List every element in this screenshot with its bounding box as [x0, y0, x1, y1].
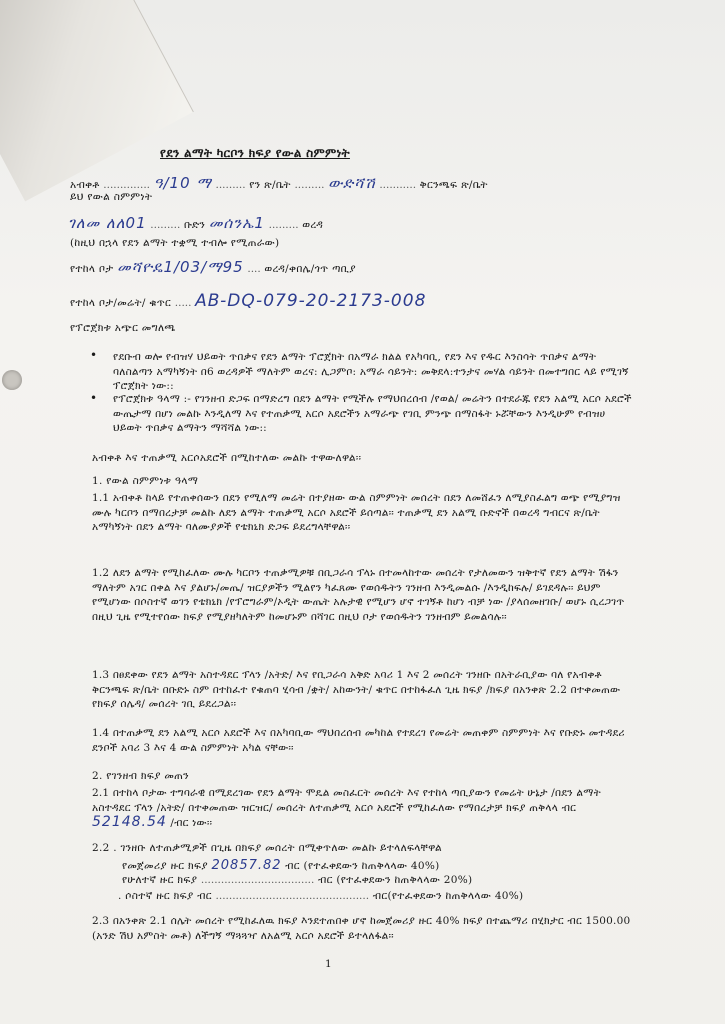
- bullet-1: የደቡብ ወሎ የብዝሃ ህይወት ጥበቃና የደን ልማት ፕሮጀክት በአማራ ክልል የአካባቢ, የደን እና የዱር እንስሳት ጥበቃና ልማት ባለስልጣን አማካኝነት በ6 ወረዳዎች ማለትም ወረና: ሊጋምቦ: አማራ ሳይንት: መቅደላ:ተንታና መሃል ሳይንት በመተግበር ላይ የሚገኝ ፕሮጀክት ነው::: [113, 351, 629, 392]
- label-office: የን ጽ/ቤት: [249, 179, 291, 191]
- label-woreda: ወረዳ: [302, 219, 324, 231]
- page-curl: [0, 0, 194, 201]
- row-group: ገለመ ለለ01 ......... ቡድን መሰንኤ1 ......... ወረዳ: [68, 214, 324, 232]
- bullet-dot: •: [90, 391, 98, 405]
- row-project-summary: የፕሮጀክቱ አጭር መግለጫ: [70, 322, 176, 334]
- bullet-2: የፕሮጀክቱ ዓላማ :- የገንዘብ ድጋፍ በማድረግ በደን ልማት የሚችሉ የማህበረሰብ /የወል/ መሬትን በተደራጁ የደን አልሚ አርሶ አደሮች ውጤታማ በሆነ መልኩ እንዲለማ እና የተጠቃሚ አርሶ አደሮችን አማራጭ የገቢ ምንጭ በማስፋት ኑሯቸውን እንዲሁም የብዝሀ ህይወት ጥበቃና ልማትን ማሻሻል ነው::: [113, 393, 632, 434]
- page-number: 1: [325, 958, 332, 970]
- row-implementer: አብቀቶ .............. ዓ/10 ማ ......... የን ጽ/ቤት ......... ውድሻሽ ........... ቅርንጫፍ ጽ/ቤት: [70, 174, 488, 192]
- label-site-detail: ወረዳ/ቀበሌ/ጎጥ ጣቢያ: [264, 263, 356, 275]
- label-group: ቡድን: [183, 219, 206, 231]
- handwritten-plot-number: AB-DQ-079-20-2173-008: [195, 291, 427, 311]
- payment-round-1: [122, 858, 440, 873]
- round-2-label: የሁለተኛ ዙር ክፍያ: [122, 874, 198, 886]
- para-2-1: [92, 786, 632, 831]
- row-plot-number: የተከላ ቦታ/መሬት/ ቁጥር ..... AB-DQ-079-20-2173-008: [70, 291, 427, 311]
- para-2-2-lead: 2.2 . ገንዘቡ ለተጠቃሚዎች በጊዜ በክፍያ መሰረት በሚቀጥለው መልኩ ይተላለፍላቸዋል: [92, 842, 442, 854]
- document-title: የደን ልማት ካርቦን ክፍያ የውል ስምምነት: [160, 146, 350, 160]
- row-planting-site: የተከላ ቦታ መሻዮዴ1/03/ማ95 .... ወረዳ/ቀበሌ/ጎጥ ጣቢያ: [70, 258, 356, 276]
- section-1-title: 1. የውል ስምምነቱ ዓላማ: [92, 475, 199, 487]
- handwritten-zone: ዓ/10 ማ: [153, 174, 212, 192]
- punch-hole: [2, 370, 22, 390]
- handwritten-total-amount: 52148.54: [92, 814, 167, 830]
- para-1-4: 1.4 በተጠቃሚ ደን አልሚ አርሶ አደሮች እና በአካባቢው ማህበረሰብ መካከል የተደረገ የመሬት መጠቀም ስምምነት እና የቡድኑ መተዳደሪ ደንቦች አባሪ 3 እና 4 ውል ስምምነት አካል ናቸው፡፡: [92, 727, 625, 754]
- round-2-tail: ብር (የተፈቀደውን ከጠቅላላው 20%): [317, 874, 473, 886]
- para-1-2: 1.2 ለደን ልማት የሚከፈለው ሙሉ ካርቦን ተጠቃሚዎቹ በቢጋራሳ ፕላኑ በተመላከተው መሰረት የታለመውን ዝቅተኛ የደን ልማት ሽፋን ማለትም አገር በቀል እና ያልሆኑ/መጤ/ ዝርያዎችን ሚልየን ካፈጸሙ የወሰዱትን ገንዘብ እንዲመልሱ /እንዲከፍሉ/ ይገደዳሉ፡፡ ይህም የሚሆነው በሶስተኛ ወገን የቴክኒክ /የፕሮግራም/ኦዲት ውጤት አሉታዊ የሚሆን ሆኖ ተገኝቶ ከሆነ ብቻ ነው /ያላሰመዘገቡ/ ወሆኑ ሲረጋገጥ በዚህ ጊዜ የሚተየሰው ክፍያ የሚያዘካለትም ከመሆኑም በሻገር በዚህ ቦታ የወሰዱትን ገንዘብም ይመልሳሉ፡፡: [92, 567, 625, 623]
- handwritten-round-1-amount: 20857.82: [211, 858, 282, 873]
- bullet-dot: •: [90, 348, 98, 362]
- label-implementer: አብቀቶ: [70, 179, 100, 191]
- intro-line: አብቀቶ እና ተጠቃሚ አርሶአደሮች በሚከተለው መልኩ ተዋውለዋል፡፡: [92, 452, 362, 464]
- payment-round-3: . ሶስተኛ ዙር ክፍያ ብር .............................................. ብር(የተፈቀደውን ከጠቅላላው 40%): [118, 890, 524, 902]
- row-agreement: ይህ የውል ስምምነት: [70, 191, 153, 203]
- label-plot-number: የተከላ ቦታ/መሬት/ ቁጥር: [70, 297, 172, 309]
- round-3-label: . ሶስተኛ ዙር ክፍያ ብር: [118, 890, 212, 902]
- handwritten-office: ውድሻሽ: [328, 174, 376, 192]
- row-beneficiary-note: (ከዚህ በኋላ የደን ልማት ተቋሚ ተብሎ የሚጠራው): [70, 237, 280, 249]
- handwritten-site: መሻዮዴ1/03/ማ95: [117, 258, 244, 276]
- handwritten-woreda: መሰንኤ1: [208, 214, 265, 232]
- round-1-tail: ብር (የተፈቀደውን ከጠቅላላው 40%): [285, 860, 440, 872]
- handwritten-group-name: ገለመ ለለ01: [68, 214, 147, 232]
- payment-round-2: የሁለተኛ ዙር ክፍያ .................................. ብር (የተፈቀደውን ከጠቅላላው 20%): [122, 874, 473, 886]
- round-3-tail: ብር(የተፈቀደውን ከጠቅላላው 40%): [372, 890, 524, 902]
- para-1-1: 1.1 አብቀቶ ከላይ የተጠቀሰውን በደን የሚለማ መሬት በተያዘው ውል ስምምነት መሰረት በደን ለመሸፈን ለሚያስፈልግ ወጭ የሚያግዝ ሙሉ ካርቦን በማበረታቻ መልኩ ለደን ልማት ተጠቃሚ አርሶ አደሮች ይሰጣል፡፡ ተጠቃሚ ደን አልሚ ቡድኖች በወረዳ ግብርና ጽ/ቤት አማካኝነት በደን ልማት ባለሙያዎች የቴክኒክ ድጋፍ ይደረግላቸዋል፡፡: [92, 492, 621, 533]
- label-planting-site: የተከላ ቦታ: [70, 263, 114, 275]
- para-2-1-tail: /ብር ነው፡፡: [170, 817, 213, 829]
- label-branch: ቅርንጫፍ ጽ/ቤት: [419, 179, 488, 191]
- round-1-label: የመጀመሪያ ዙር ክፍያ: [122, 860, 208, 872]
- section-2-title: 2. የገንዘብ ክፍያ መጠን: [92, 770, 189, 782]
- para-2-3: 2.3 በአንቀጽ 2.1 ሰሌት መሰረት የሚከፈለዉ ክፍያ እንደተጠበቀ ሆኖ ከመጀመሪያ ዙር 40% ክፍያ በተጨማሪ በሂክታር ብር 1500.00 (አንድ ሽህ አምስት መቶ) ለችግኝ ማጓጓዣ ለአልሚ አርሶ አደሮች ይተላለፋል፡፡: [92, 915, 631, 942]
- para-2-1-text: 2.1 በተከላ ቦታው ተግባራዊ በሚደረገው የደን ልማት ሞዴል መስፈርት መሰረት እና የተከላ ጣቢያውን የመሬት ሁኔታ /በደን ልማት አስተዳደር ፕላን /አትድ/ በተቀመጠው ዝርዝር/ መሰረት ለተጠቃሚ አርሶ አደሮች የሚከፈለው የማበረታቻ ክፍያ ጠቅላላ ብር: [92, 787, 601, 814]
- para-1-3: 1.3 በፀደቀው የደን ልማት አስተዳደር ፕላን /አትድ/ እና የቢጋራሳ አቅድ አባሪ 1 እና 2 መሰረት ገንዘቡ በአትራቢያው ባለ የአብቀቶ ቅርንጫፍ ጽ/ቤት በቡድኑ ስም በተከፈተ የቁጠባ ሂሳብ /ቋት/ አከውንት/ ቁጥር በተከፋፈለ ጊዜ ክፍያ /ክፍያ በአንቀጽ 2.2 በተቀመጠው የክፍያ ሰሌዳ/ መሰረት ገቢ ይደረጋል፡፡: [92, 669, 621, 710]
